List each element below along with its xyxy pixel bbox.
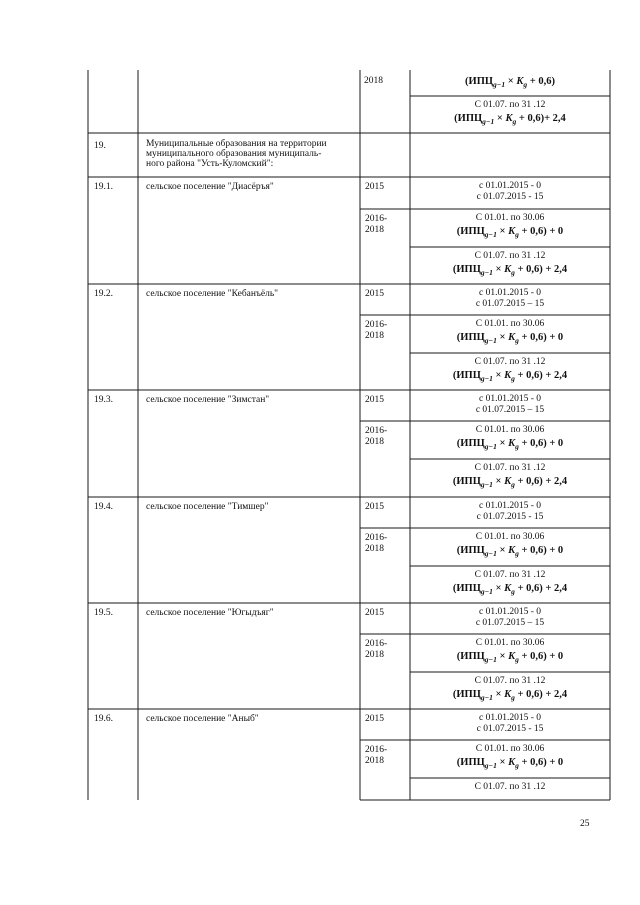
formula-part: g−1	[493, 80, 506, 89]
year-range-end: 2018	[365, 225, 384, 235]
formula-part: ×	[496, 757, 509, 768]
formula-line	[457, 651, 563, 664]
row-number: 19.3.	[94, 395, 113, 405]
section-number: 19.	[94, 141, 106, 151]
formula-part: g−1	[480, 268, 493, 277]
formula-part: + 2,4	[542, 370, 568, 381]
formula-line	[453, 583, 568, 596]
formula-part: g−1	[484, 230, 497, 239]
formula-line	[465, 76, 555, 89]
formula-part: g−1	[482, 117, 495, 126]
table-content	[94, 76, 590, 829]
formula-part: (ИПЦ	[456, 545, 485, 556]
formula-part: (ИПЦ	[452, 476, 481, 487]
formula-part: + 0,6)	[518, 438, 547, 449]
tariff-start: с 01.01.2015 - 0	[478, 181, 542, 191]
formula-part: + 0	[546, 651, 564, 662]
formula-part: K	[516, 76, 524, 87]
formula-part: (ИПЦ	[456, 757, 485, 768]
tariff-start: с 01.01.2015 - 0	[478, 607, 542, 617]
formula-part: g−1	[480, 374, 493, 383]
formula-part: g	[512, 117, 517, 126]
formula-part: + 0,6)	[514, 264, 543, 275]
formula-part: g	[511, 268, 515, 277]
formula-part: g	[515, 442, 519, 451]
formula-part: g−1	[484, 442, 497, 451]
formula-part: ×	[496, 438, 509, 449]
year-2015: 2015	[365, 395, 384, 405]
formula-part: g	[515, 761, 519, 770]
formula-part: g	[511, 480, 515, 489]
year-range-start: 2016-	[365, 745, 388, 755]
formula-part: K	[508, 545, 516, 556]
period-label: С 01.07. по 31 .12	[474, 463, 546, 473]
formula-part: + 0	[546, 332, 564, 343]
year-range-end: 2018	[365, 437, 384, 447]
year-range-start: 2016-	[365, 214, 388, 224]
year-range-start: 2016-	[365, 639, 388, 649]
formula-part: ×	[496, 226, 509, 237]
row-number: 19.6.	[94, 714, 113, 724]
formula-part: K	[508, 438, 516, 449]
row-number: 19.1.	[94, 182, 113, 192]
formula-part: g	[511, 587, 515, 596]
tariff-start: с 01.01.2015 - 0	[478, 288, 542, 298]
period-label: С 01.07. по 31 .12	[474, 782, 546, 792]
settlement-name: сельское поселение "Диасёръя"	[146, 182, 274, 192]
tariff-mid: с 01.07.2015 - 15	[476, 724, 544, 734]
formula-part: K	[504, 476, 512, 487]
formula-part: (ИПЦ	[452, 583, 481, 594]
formula-part: ×	[496, 332, 509, 343]
settlement-name: сельское поселение "Кебанъёль"	[146, 289, 279, 299]
year-range-end: 2018	[365, 756, 384, 766]
period-label: С 01.07. по 31 .12	[474, 251, 546, 261]
year-2018: 2018	[364, 76, 383, 86]
formula-part: g−1	[480, 693, 493, 702]
settlement-name: сельское поселение "Тимшер"	[146, 502, 269, 512]
period-label: С 01.07. по 31 .12	[474, 570, 546, 580]
formula-part: + 0,6)	[518, 226, 547, 237]
formula-part: g−1	[484, 761, 497, 770]
formula-part: + 0,6)	[514, 370, 543, 381]
period-label: С 01.01. по 30.06	[475, 213, 545, 223]
period-label: С 01.07. по 31 .12	[474, 357, 546, 367]
tariff-start: с 01.01.2015 - 0	[478, 394, 542, 404]
formula-part: K	[508, 757, 516, 768]
formula-part: g−1	[484, 549, 497, 558]
formula-part: + 0,6)	[527, 76, 555, 87]
formula-part: + 0,6)	[518, 757, 547, 768]
year-range-end: 2018	[365, 544, 384, 554]
formula-part: (ИПЦ	[454, 113, 483, 124]
formula-part: g	[515, 549, 519, 558]
formula-part: + 0,6)	[514, 583, 543, 594]
formula-part: K	[504, 583, 512, 594]
period-label: С 01.07. по 31 .12	[474, 676, 546, 686]
formula-part: + 0	[546, 226, 564, 237]
period-label: С 01.01. по 30.06	[475, 532, 545, 542]
year-2015: 2015	[365, 502, 384, 512]
formula-line	[457, 332, 563, 345]
tariff-mid: с 01.07.2015 - 15	[476, 512, 544, 522]
formula-part: (ИПЦ	[452, 264, 481, 275]
year-2015: 2015	[365, 608, 384, 618]
section-title-line: ного района "Усть-Куломский":	[146, 159, 274, 169]
formula-part: + 0	[546, 545, 564, 556]
tariff-start: с 01.01.2015 - 0	[478, 501, 542, 511]
section-title-line: Муниципальные образования на территории	[146, 139, 327, 149]
year-range-end: 2018	[365, 650, 384, 660]
formula-part: g−1	[480, 587, 493, 596]
formula-part: g	[515, 230, 519, 239]
year-range-start: 2016-	[365, 320, 388, 330]
formula-part: ×	[505, 76, 517, 87]
formula-part: + 0	[546, 757, 564, 768]
formula-part: g	[515, 655, 519, 664]
settlement-name: сельское поселение "Югыдъяг"	[146, 608, 274, 618]
formula-part: + 0,6)	[514, 476, 543, 487]
formula-part: (ИПЦ	[456, 438, 485, 449]
formula-part: (ИПЦ	[456, 226, 485, 237]
formula-part: g	[515, 336, 519, 345]
year-range-start: 2016-	[365, 533, 388, 543]
formula-line	[457, 545, 563, 558]
period-label: С 01.01. по 30.06	[475, 319, 545, 329]
year-2015: 2015	[365, 289, 384, 299]
tariff-mid: с 01.07.2015 – 15	[475, 618, 545, 628]
formula-part: ×	[492, 583, 505, 594]
formula-part: K	[504, 689, 512, 700]
formula-part: K	[504, 370, 512, 381]
formula-part: + 2,4	[544, 113, 566, 124]
formula-part: + 0,6)	[518, 651, 547, 662]
period-label: С 01.07. по 31 .12	[474, 100, 546, 110]
formula-part: g	[511, 693, 515, 702]
year-range-end: 2018	[365, 331, 384, 341]
formula-line	[454, 113, 566, 126]
formula-part: ×	[492, 370, 505, 381]
formula-part: g−1	[484, 336, 497, 345]
formula-part: K	[504, 264, 512, 275]
row-number: 19.4.	[94, 502, 113, 512]
formula-part: + 2,4	[542, 583, 568, 594]
formula-part: g−1	[484, 655, 497, 664]
year-2015: 2015	[365, 714, 384, 724]
period-label: С 01.01. по 30.06	[475, 638, 545, 648]
formula-part: (ИПЦ	[465, 76, 494, 87]
formula-part: + 0,6)	[516, 113, 545, 124]
formula-part: ×	[492, 476, 505, 487]
formula-part: + 0	[546, 438, 564, 449]
formula-part: + 2,4	[542, 476, 568, 487]
formula-part: g	[523, 80, 528, 89]
formula-part: (ИПЦ	[452, 370, 481, 381]
formula-part: K	[508, 332, 516, 343]
formula-part: g−1	[480, 480, 493, 489]
formula-line	[453, 370, 568, 383]
formula-line	[453, 476, 568, 489]
formula-line	[457, 438, 563, 451]
row-number: 19.5.	[94, 608, 113, 618]
year-range-start: 2016-	[365, 426, 388, 436]
formula-part: (ИПЦ	[456, 332, 485, 343]
formula-part: K	[505, 113, 513, 124]
period-label: С 01.01. по 30.06	[475, 425, 545, 435]
formula-part: + 2,4	[542, 689, 568, 700]
formula-part: ×	[496, 545, 509, 556]
settlement-name: сельское поселение "Аныб"	[146, 714, 259, 724]
formula-line	[457, 226, 563, 239]
tariff-mid: с 01.07.2015 – 15	[475, 299, 545, 309]
formula-part: ×	[492, 689, 505, 700]
section-title-line: муниципального образования муниципаль-	[146, 149, 322, 159]
formula-part: ×	[496, 651, 509, 662]
row-number: 19.2.	[94, 289, 113, 299]
formula-part: ×	[492, 264, 505, 275]
period-label: С 01.01. по 30.06	[475, 744, 545, 754]
formula-part: + 0,6)	[518, 545, 547, 556]
page-number: 25	[580, 819, 590, 829]
year-2015: 2015	[365, 182, 384, 192]
formula-part: K	[508, 651, 516, 662]
formula-line	[457, 757, 563, 770]
formula-part: g	[511, 374, 515, 383]
settlement-name: сельское поселение "Зимстан"	[146, 395, 270, 405]
formula-part: + 2,4	[542, 264, 568, 275]
formula-line	[453, 264, 568, 277]
formula-part: ×	[494, 113, 506, 124]
tariff-mid: с 01.07.2015 - 15	[476, 192, 544, 202]
tariff-start: с 01.01.2015 - 0	[478, 713, 542, 723]
formula-part: + 0,6)	[518, 332, 547, 343]
tariff-mid: с 01.07.2015 – 15	[475, 405, 545, 415]
formula-part: + 0,6)	[514, 689, 543, 700]
formula-part: K	[508, 226, 516, 237]
formula-part: (ИПЦ	[452, 689, 481, 700]
formula-line	[453, 689, 568, 702]
formula-part: (ИПЦ	[456, 651, 485, 662]
